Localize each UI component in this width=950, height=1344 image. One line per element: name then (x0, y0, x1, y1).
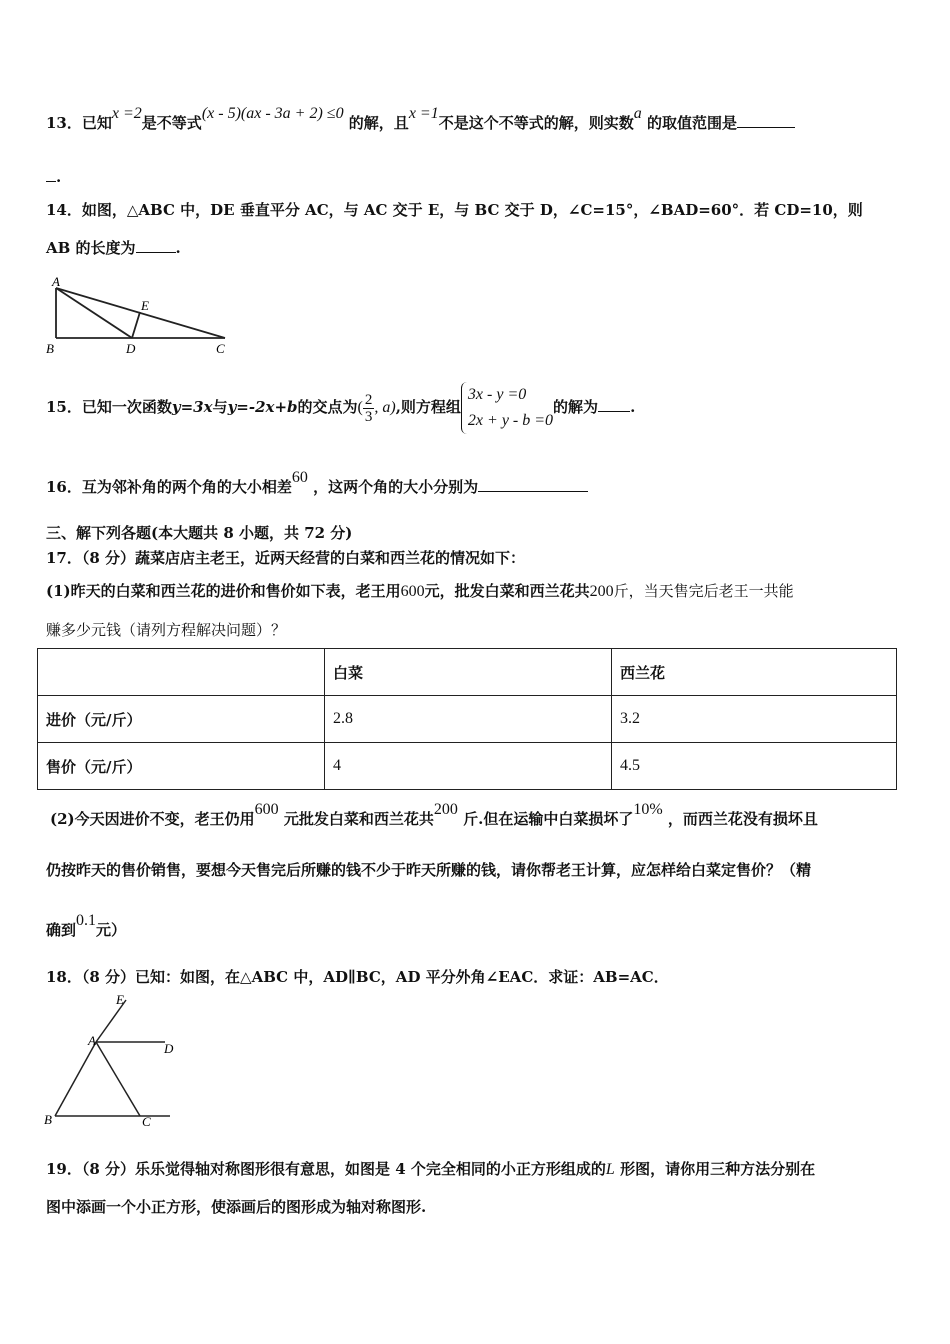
question-14: 14．如图，△ABC 中，DE 垂直平分 AC，与 AC 交于 E，与 BC 交于 D，∠C=15°，∠BAD=60°．若 CD=10，则 (46, 201, 863, 219)
q16-text-1: 16．互为邻补角的两个角的大小相差 (46, 478, 292, 496)
table-header-cell (38, 649, 325, 696)
question-15 (46, 382, 635, 434)
q15-equation-2: 2x + y - b =0 (467, 412, 554, 429)
q18-side-ac (96, 1042, 140, 1116)
q15-function-1: y=3x (171, 398, 213, 416)
q14-label-e: E (141, 298, 149, 313)
q13-math-x2: x =2 (111, 105, 142, 122)
q14-triangle-figure (40, 272, 240, 362)
q13-text-2: 是不等式 (141, 114, 202, 132)
q15-answer-blank (598, 410, 630, 412)
q14-segment-de (132, 312, 140, 338)
q18-side-ab (55, 1042, 96, 1116)
question-13 (46, 105, 795, 133)
q19-text-b: 形图，请你用三种方法分别在 (620, 1160, 816, 1178)
q17-part2-line3 (46, 912, 127, 940)
q16-math-60: 60 (291, 469, 308, 486)
q13-line-2 (46, 168, 61, 186)
q17-p2-text-b: 元批发白菜和西兰花共 (283, 810, 434, 828)
q15-point: ( $\frac{2}{3}$ , a) (357, 391, 396, 425)
q15-equation-system (461, 382, 553, 434)
q17-p2-text-a: (2)今天因进价不变，老王仍用 (50, 810, 255, 828)
q17-p2-text-g: 元） (96, 921, 127, 939)
q18-label-b: B (44, 1112, 52, 1127)
q17-price-table (37, 648, 897, 790)
q15-point-rest: , a) (374, 399, 396, 416)
q15-frac-denominator: 3 (364, 408, 373, 425)
q18-label-c: C (142, 1114, 151, 1129)
q17-p1-text-b: 元，批发白菜和西兰花共 (424, 582, 590, 600)
table-row (38, 696, 897, 743)
q14-label-b: B (46, 341, 54, 356)
q17-p2-num-0-1: 0.1 (76, 912, 97, 929)
q15-end: . (630, 398, 636, 416)
q13-text-1: 已知 (81, 114, 112, 132)
q17-p1-num-600: 600 (400, 583, 425, 600)
q14-end: . (175, 239, 181, 257)
table-header-cell: 西兰花 (612, 649, 897, 696)
q19-text-a: 19．（8 分）乐乐觉得轴对称图形很有意思，如图是 4 个完全相同的小正方形组成的 (46, 1160, 606, 1178)
q13-math-inequality: (x - 5)(ax - 3a + 2) ≤0 (201, 105, 344, 122)
q15-text-1: 15．已知一次函数 (46, 398, 172, 416)
table-row-label: 售价（元/斤） (38, 743, 325, 790)
q17-p1-text-c: 斤，当天售完后老王一共能 (613, 582, 794, 600)
q17-p1-num-200: 200 (589, 583, 614, 600)
table-cell: 3.2 (612, 696, 897, 743)
q18-label-e: E (116, 992, 124, 1007)
q17-part2-line1 (50, 801, 818, 829)
q17-p2-num-10pct: 10% (633, 801, 663, 818)
q13-math-x1: x =1 (408, 105, 439, 122)
question-19-line1 (46, 1158, 815, 1179)
section-3-heading: 三、解下列各题(本大题共 8 小题，共 72 分) (46, 524, 353, 542)
q14-label-a: A (52, 274, 60, 289)
q13-text-4: 不是这个不等式的解，则实数 (438, 114, 634, 132)
q15-function-2: y=-2x+b (227, 398, 298, 416)
q17-part2-line2: 仍按昨天的售价销售，要想今天售完后所赚的钱不少于昨天所赚的钱，请你帮老王计算，应怎样给白菜定售价？（精 (46, 861, 812, 879)
q16-answer-blank (478, 490, 588, 492)
q15-text-4: ,则方程组 (395, 398, 461, 416)
q15-equation-1: 3x - y =0 (467, 386, 527, 403)
q14-prompt: AB 的长度为 (46, 239, 136, 257)
question-18: 18．（8 分）已知：如图，在△ABC 中，AD∥BC，AD 平分外角∠EAC．求证：AB=AC． (46, 968, 669, 986)
q18-label-a: A (88, 1033, 96, 1048)
q16-text-2: ，这两个角的大小分别为 (313, 478, 479, 496)
question-17-heading: 17．（8 分）蔬菜店店主老王，近两天经营的白菜和西兰花的情况如下： (46, 549, 526, 567)
q17-part1-line2: 赚多少元钱（请列方程解决问题）？ (46, 621, 287, 639)
q19-math-l: L (605, 1161, 615, 1178)
q15-text-2: 与 (212, 398, 228, 416)
q17-p2-text-f: 确到 (46, 921, 77, 939)
q13-number: 13． (46, 114, 82, 132)
q15-fraction (363, 392, 375, 425)
q17-p2-text-c: 斤.但在运输中白菜损坏了 (463, 810, 634, 828)
table-row (38, 649, 897, 696)
q14-line-2 (46, 237, 181, 258)
q17-p2-num-600: 600 (254, 801, 279, 818)
table-cell: 4 (325, 743, 612, 790)
q17-part1-line1 (46, 580, 794, 601)
table-row (38, 743, 897, 790)
q13-text-3: 的解，且 (348, 114, 409, 132)
q14-label-d: D (126, 341, 136, 356)
q13-answer-blank-2 (46, 180, 56, 182)
q17-p2-text-d: ，而西兰花没有损坏且 (667, 810, 818, 828)
q14-label-c: C (216, 341, 225, 356)
question-16 (46, 469, 588, 497)
q13-answer-blank (737, 126, 795, 128)
q18-label-d: D (164, 1041, 174, 1056)
table-cell: 4.5 (612, 743, 897, 790)
q14-answer-blank (136, 251, 176, 253)
q15-text-5: 的解为 (553, 398, 599, 416)
q15-text-3: 的交点为 (297, 398, 358, 416)
question-19-line2: 图中添画一个小正方形，使添画后的图形成为轴对称图形. (46, 1198, 427, 1216)
q13-end: . (56, 168, 62, 186)
q13-math-a: a (633, 105, 642, 122)
table-header-cell: 白菜 (325, 649, 612, 696)
q18-triangle-figure (40, 992, 190, 1130)
q14-segment-ad (56, 288, 132, 338)
q15-frac-numerator: 2 (364, 391, 373, 408)
q13-text-5: 的取值范围是 (646, 114, 737, 132)
q17-p2-num-200: 200 (433, 801, 458, 818)
q17-p1-text-a: (1)昨天的白菜和西兰花的进价和售价如下表，老王用 (46, 582, 401, 600)
table-row-label: 进价（元/斤） (38, 696, 325, 743)
table-cell: 2.8 (325, 696, 612, 743)
